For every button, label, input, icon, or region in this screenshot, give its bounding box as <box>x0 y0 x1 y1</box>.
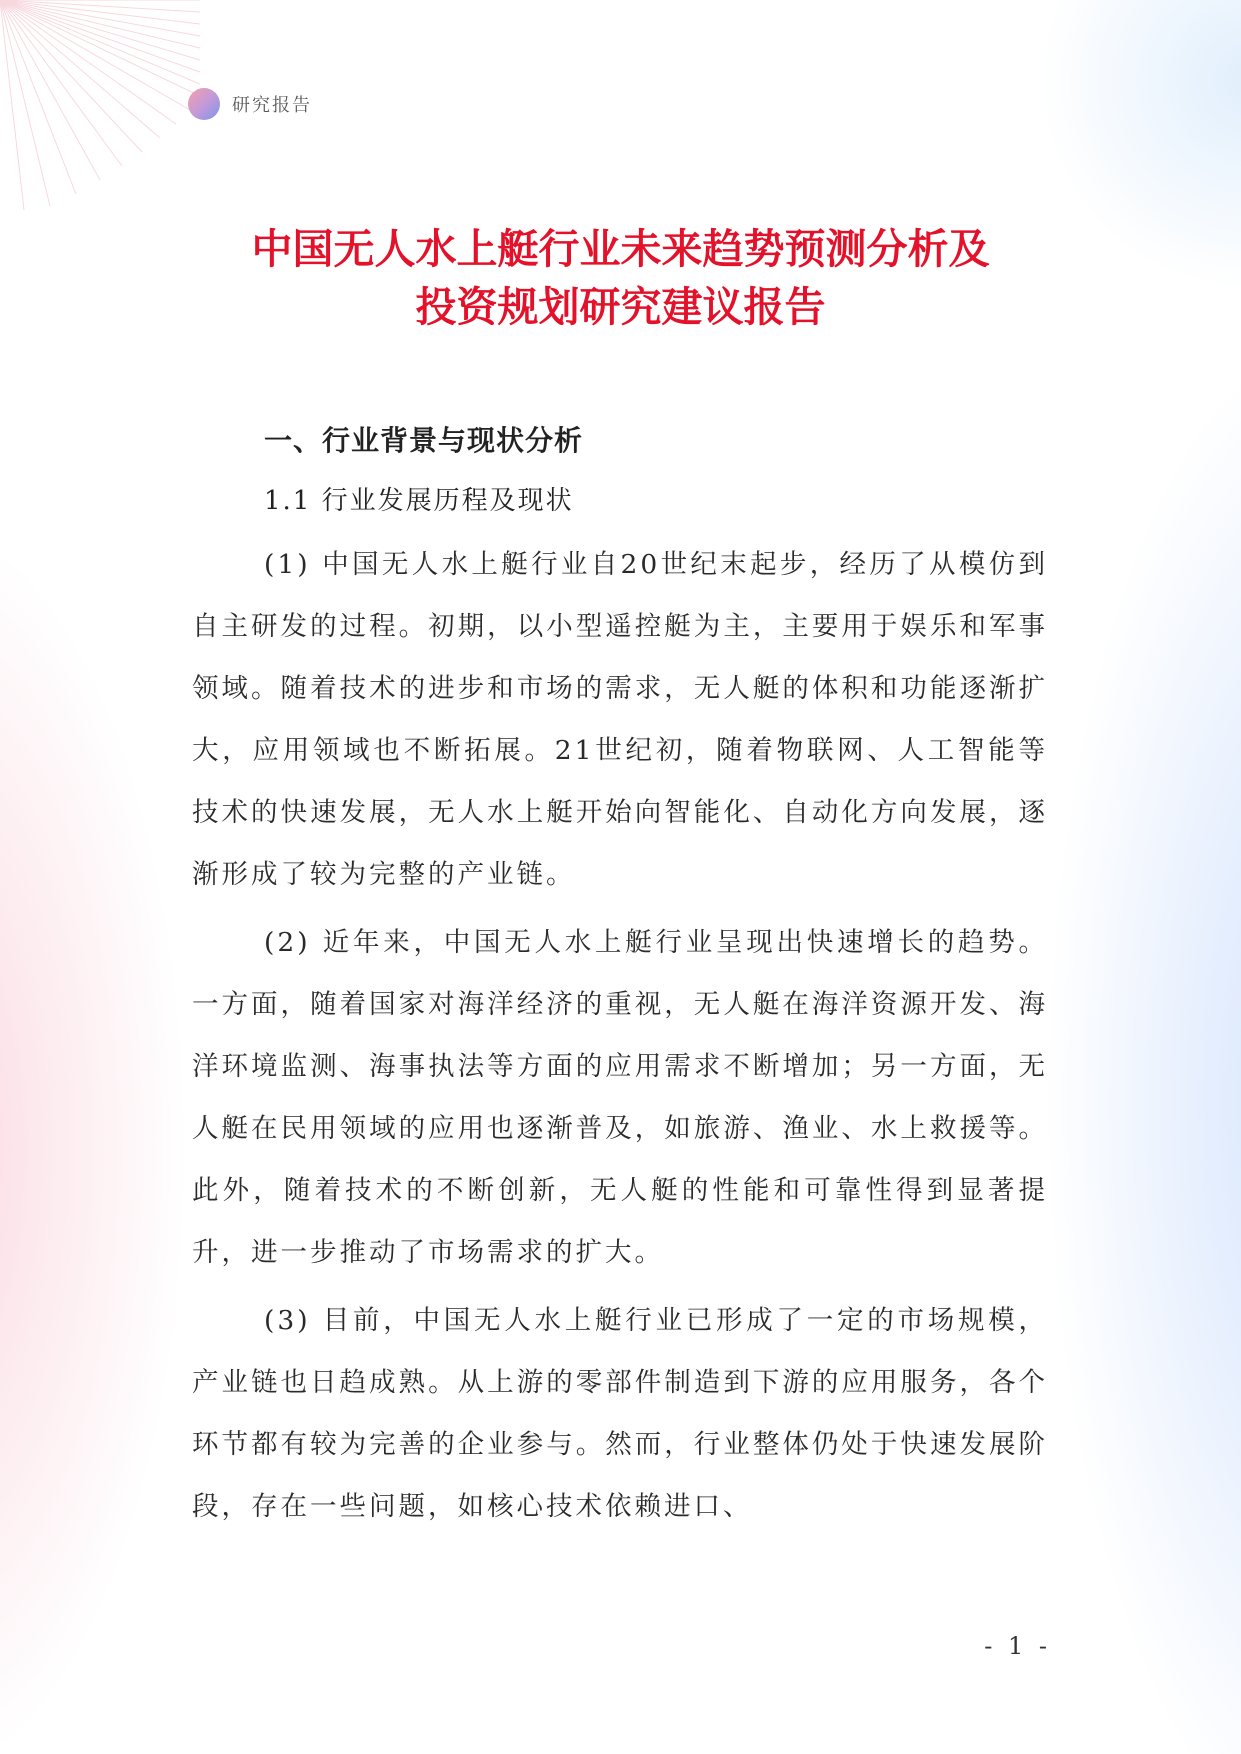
report-logo-icon <box>188 88 220 120</box>
paragraph-3: (3) 目前，中国无人水上艇行业已形成了一定的市场规模，产业链也日趋成熟。从上游的零部件制造到下游的应用服务，各个环节都有较为完善的企业参与。然而，行业整体仍处于快速发展阶段，存在一些问题，如核心技术依赖进口、 <box>192 1305 1048 1522</box>
section-subheading: 1.1 行业发展历程及现状 <box>264 486 574 516</box>
section-heading: 一、行业背景与现状分析 <box>264 424 584 457</box>
title-line-2: 投资规划研究建议报告 <box>415 283 826 331</box>
paragraph-2: (2) 近年来，中国无人水上艇行业呈现出快速增长的趋势。一方面，随着国家对海洋经济的重视，无人艇在海洋资源开发、海洋环境监测、海事执法等方面的应用需求不断增加；另一方面，无人艇在民用领域的应用也逐渐普及，如旅游、渔业、水上救援等。此外，随着技术的不断创新，无人艇的性能和可靠性得到显著提升，进一步推动了市场需求的扩大。 <box>192 927 1048 1268</box>
paragraph-1: (1) 中国无人水上艇行业自20世纪末起步，经历了从模仿到自主研发的过程。初期，以小型遥控艇为主，主要用于娱乐和军事领域。随着技术的进步和市场的需求，无人艇的体积和功能逐渐扩大，应用领域也不断拓展。21世纪初，随着物联网、人工智能等技术的快速发展，无人水上艇开始向智能化、自动化方向发展，逐渐形成了较为完整的产业链。 <box>192 549 1048 890</box>
page-number: - 1 - <box>984 1632 1051 1660</box>
decorative-corner-lines <box>0 0 200 210</box>
report-header <box>188 88 312 120</box>
title-line-1: 中国无人水上艇行业未来趋势预测分析及 <box>251 225 990 273</box>
report-title <box>0 220 1241 336</box>
report-body <box>192 414 1048 1538</box>
header-label: 研究报告 <box>232 95 312 116</box>
